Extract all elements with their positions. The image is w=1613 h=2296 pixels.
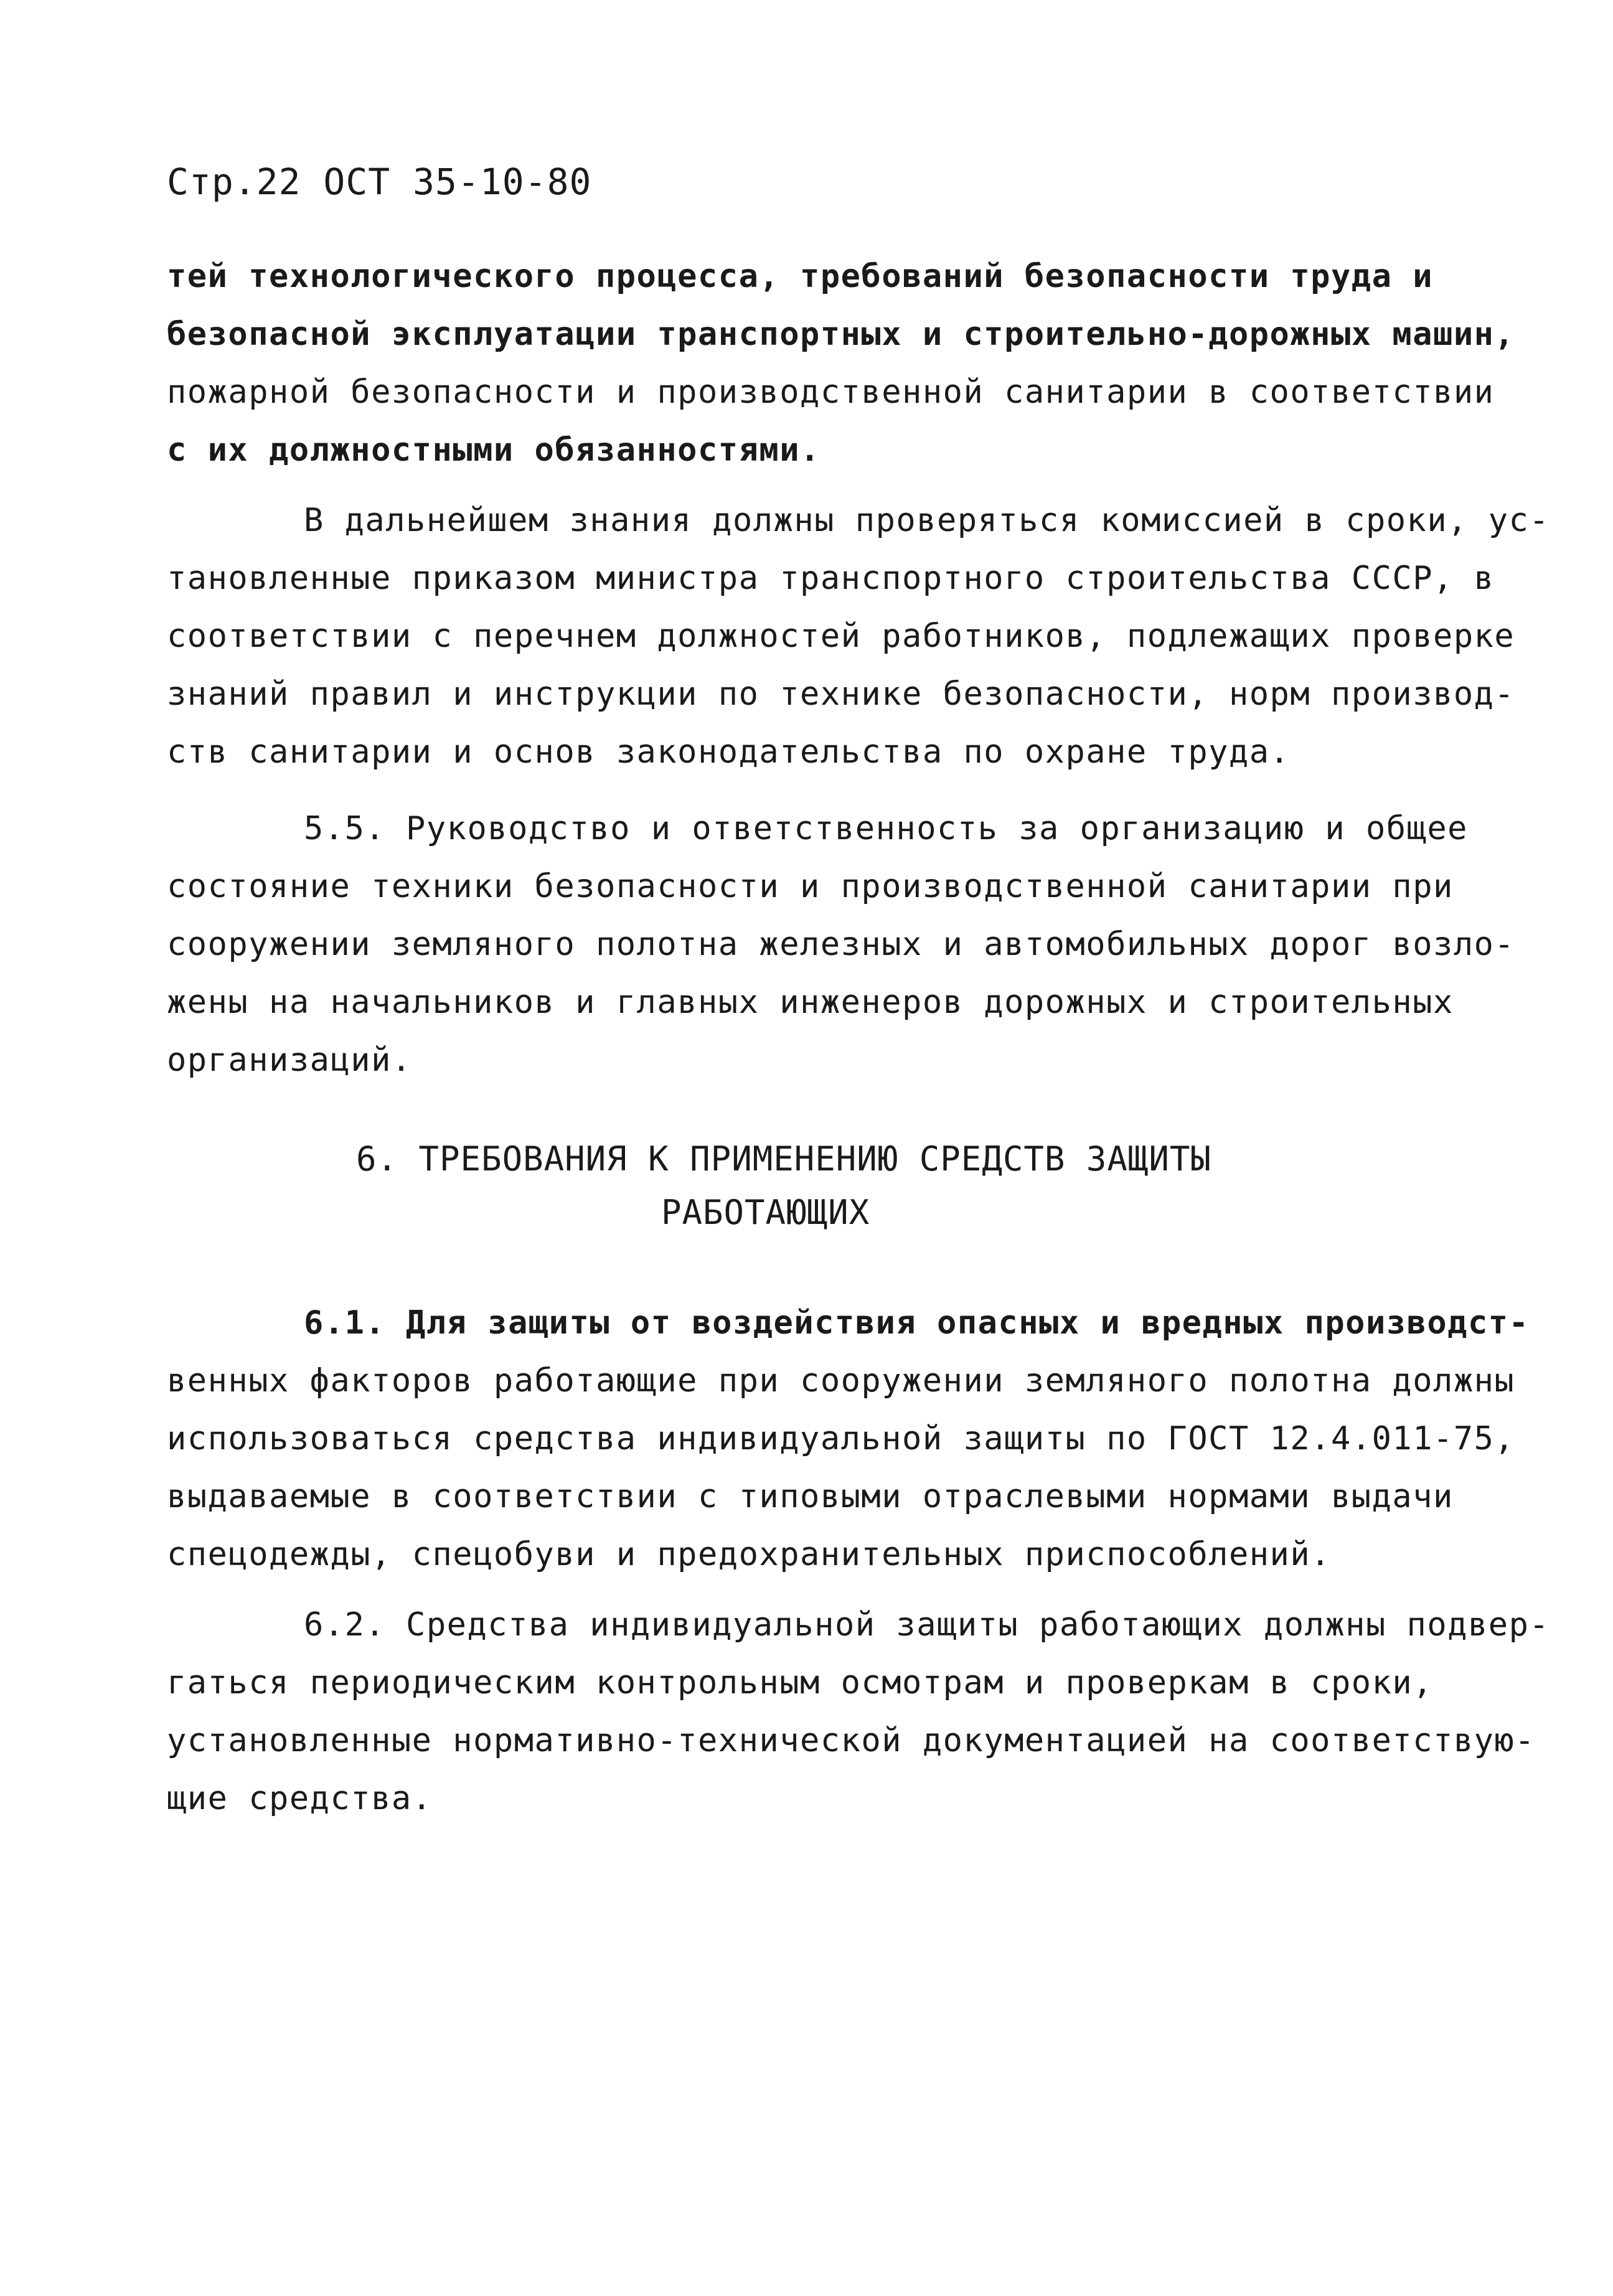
text-line: спецодежды, спецобуви и предохранительных приспособлений. [167,1536,1331,1573]
text-line: гаться периодическим контрольным осмотрам и проверкам в сроки, [167,1664,1434,1701]
text-line: установленные нормативно-технической документацией на соответствую- [167,1722,1536,1759]
section-heading-continuation: РАБОТАЮЩИХ [661,1193,870,1232]
text-line: ств санитарии и основ законодательства по охране труда. [167,733,1291,771]
text-line: соответствии с перечнем должностей работников, подлежащих проверке [167,618,1515,655]
text-line: использоваться средства индивидуальной защиты по ГОСТ 12.4.011-75, [167,1420,1515,1457]
page-header: Стр.22 ОСТ 35-10-80 [167,161,592,203]
text-line: 5.5. Руководство и ответственность за организацию и общее [304,810,1468,847]
text-line: знаний правил и инструкции по технике безопасности, норм производ- [167,675,1515,713]
text-line: 6.1. Для защиты от воздействия опасных и вредных производст- [304,1304,1530,1342]
text-line: состояние техники безопасности и производственной санитарии при [167,868,1454,905]
section-heading: 6. ТРЕБОВАНИЯ К ПРИМЕНЕНИЮ СРЕДСТВ ЗАЩИТЫ [356,1139,1211,1179]
text-line: выдаваемые в соответствии с типовыми отраслевыми нормами выдачи [167,1478,1454,1515]
text-line: пожарной безопасности и производственной санитарии в соответствии [167,374,1495,411]
text-line: 6.2. Средства индивидуальной защиты работающих должны подвер- [304,1606,1550,1644]
text-line: щие средства. [167,1780,433,1817]
text-line: с их должностными обязанностями. [167,431,821,469]
text-line: жены на начальников и главных инженеров дорожных и строительных [167,984,1454,1021]
text-line: безопасной эксплуатации транспортных и строительно-дорожных машин, [167,316,1515,353]
text-line: тановленные приказом министра транспортного строительства СССР, в [167,560,1495,597]
text-line: сооружении земляного полотна железных и автомобильных дорог возло- [167,926,1515,963]
text-line: организаций. [167,1042,412,1079]
text-line: тей технологического процесса, требований безопасности труда и [167,258,1434,295]
text-line: венных факторов работающие при сооружении земляного полотна должны [167,1362,1515,1400]
text-line: В дальнейшем знания должны проверяться комиссией в сроки, ус- [304,502,1550,539]
